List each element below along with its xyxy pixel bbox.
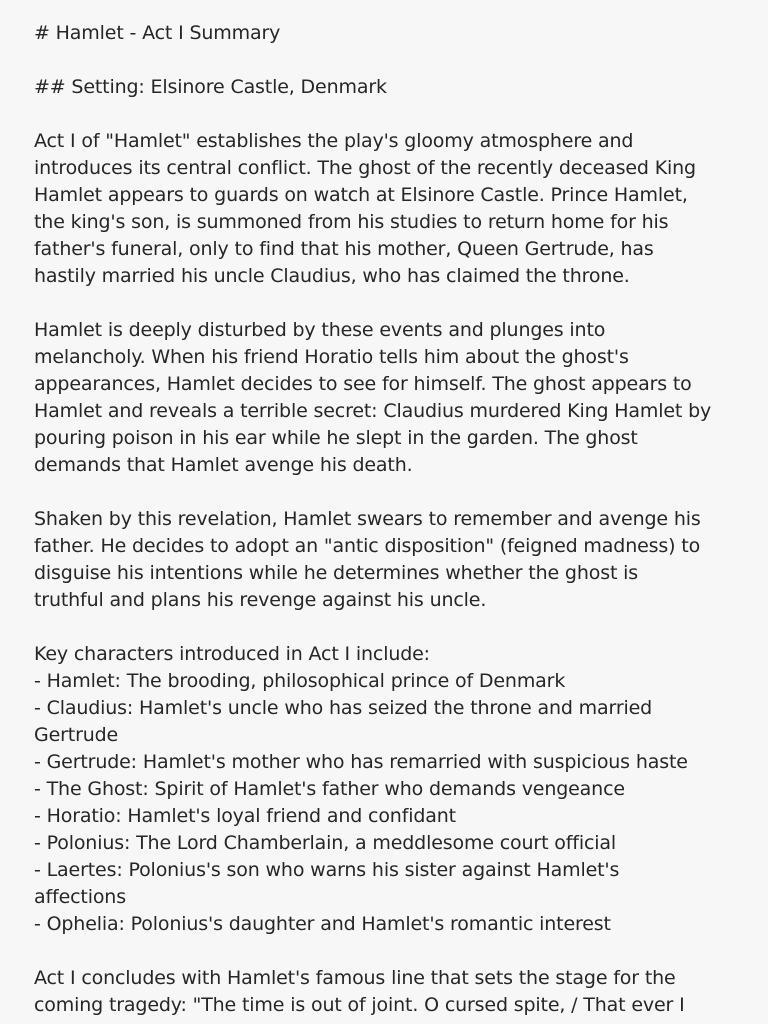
text-line: coming tragedy: "The time is out of joint. O cursed spite, / That ever I: [34, 994, 685, 1016]
blank-line: [34, 938, 738, 965]
text-line: Hamlet is deeply disturbed by these events and plunges into: [34, 319, 606, 341]
text-line: father. He decides to adopt an "antic disposition" (feigned madness) to: [34, 535, 701, 557]
blank-line: [34, 290, 738, 317]
text-line: demands that Hamlet avenge his death.: [34, 454, 413, 476]
setting-heading: ## Setting: Elsinore Castle, Denmark: [34, 76, 387, 98]
paragraph-2: [34, 317, 738, 479]
blank-line: [34, 614, 738, 641]
characters-intro: Key characters introduced in Act I include:: [34, 643, 430, 665]
list-item: - Hamlet: The brooding, philosophical prince of Denmark: [34, 670, 566, 692]
text-line: disguise his intentions while he determines whether the ghost is: [34, 562, 639, 584]
list-item: - Polonius: The Lord Chamberlain, a meddlesome court official: [34, 832, 617, 854]
list-item: affections: [34, 886, 126, 908]
character-list: [34, 668, 738, 938]
list-item: - Claudius: Hamlet's uncle who has seized the throne and married: [34, 697, 653, 719]
text-line: introduces its central conflict. The ghost of the recently deceased King: [34, 157, 696, 179]
conclusion-paragraph: [34, 965, 738, 1019]
blank-line: [34, 101, 738, 128]
paragraph-3: [34, 506, 738, 614]
document-title: # Hamlet - Act I Summary: [34, 22, 281, 44]
list-item: Gertrude: [34, 724, 119, 746]
blank-line: [34, 47, 738, 74]
paragraph-1: [34, 128, 738, 290]
text-line: Act I concludes with Hamlet's famous line that sets the stage for the: [34, 967, 676, 989]
list-item: - Horatio: Hamlet's loyal friend and confidant: [34, 805, 456, 827]
list-item: - Laertes: Polonius's son who warns his sister against Hamlet's: [34, 859, 620, 881]
blank-line: [34, 479, 738, 506]
list-item: - The Ghost: Spirit of Hamlet's father who demands vengeance: [34, 778, 625, 800]
text-line: Hamlet appears to guards on watch at Elsinore Castle. Prince Hamlet,: [34, 184, 688, 206]
list-item: - Gertrude: Hamlet's mother who has remarried with suspicious haste: [34, 751, 688, 773]
list-item: - Ophelia: Polonius's daughter and Hamlet's romantic interest: [34, 913, 611, 935]
text-line: truthful and plans his revenge against his uncle.: [34, 589, 487, 611]
text-line: appearances, Hamlet decides to see for himself. The ghost appears to: [34, 373, 692, 395]
text-line: melancholy. When his friend Horatio tells him about the ghost's: [34, 346, 629, 368]
text-line: father's funeral, only to find that his mother, Queen Gertrude, has: [34, 238, 654, 260]
text-line: hastily married his uncle Claudius, who has claimed the throne.: [34, 265, 630, 287]
text-line: Hamlet and reveals a terrible secret: Claudius murdered King Hamlet by: [34, 400, 712, 422]
text-line: Act I of "Hamlet" establishes the play's gloomy atmosphere and: [34, 130, 634, 152]
text-line: pouring poison in his ear while he slept in the garden. The ghost: [34, 427, 638, 449]
text-line: Shaken by this revelation, Hamlet swears to remember and avenge his: [34, 508, 701, 530]
text-line: the king's son, is summoned from his studies to return home for his: [34, 211, 669, 233]
